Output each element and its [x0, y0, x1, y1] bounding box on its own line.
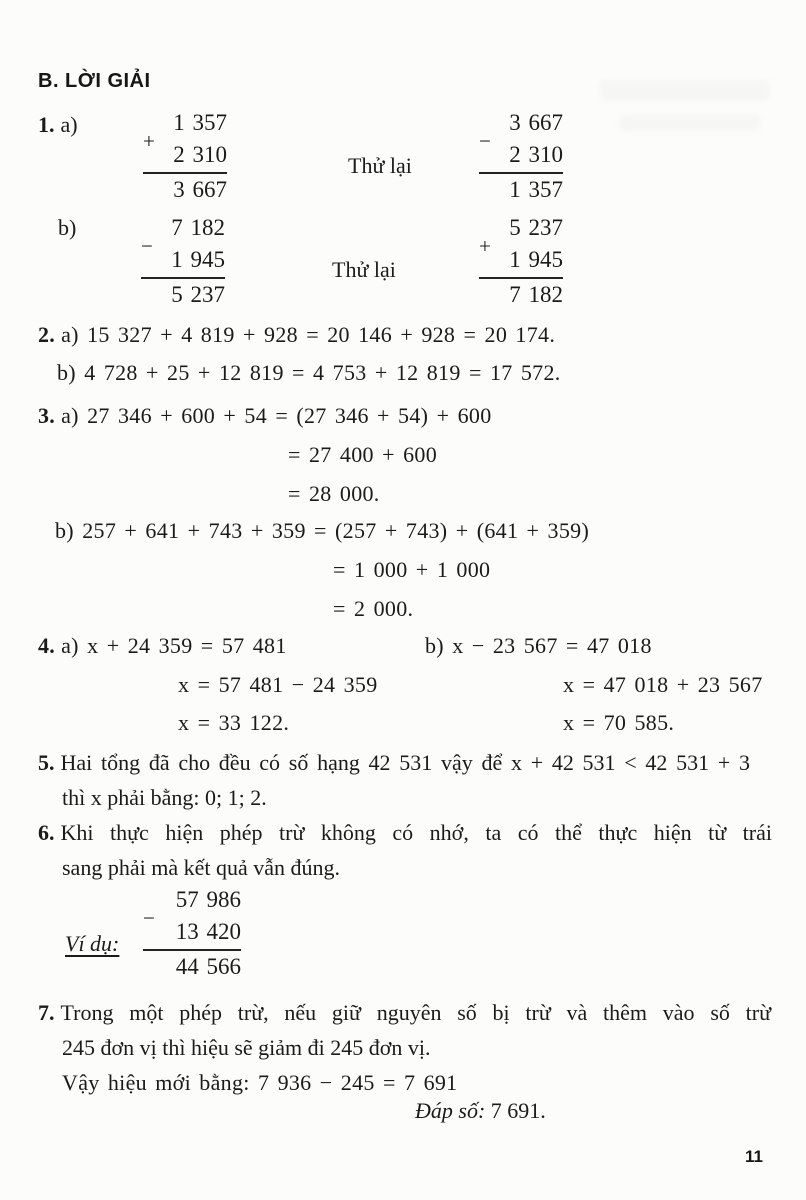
minus-operator: −: [141, 234, 153, 258]
minus-operator: −: [479, 129, 491, 153]
example-label: Ví dụ:: [65, 931, 120, 956]
operand-bottom: 1 945: [171, 247, 225, 272]
problem-4-line-a1: [38, 633, 287, 659]
equation-text: a) x + 24 359 = 57 481: [61, 633, 287, 658]
problem-4-line-a2: x = 57 481 − 24 359: [178, 672, 378, 697]
problem-4-line-b3: x = 70 585.: [563, 710, 675, 735]
problem-2-number: 2.: [38, 322, 56, 347]
operand-top: 7 182: [171, 215, 225, 240]
problem-3-line-a1: [38, 403, 492, 429]
operand-bottom: 13 420: [175, 919, 241, 944]
operand-top: 5 237: [509, 215, 563, 240]
problem-6-line-2: sang phải mà kết quả vẫn đúng.: [62, 855, 340, 880]
problem-5-line-2: thì x phải bằng: 0; 1; 2.: [62, 785, 267, 810]
prose-text: Khi thực hiện phép trừ không có nhớ, ta có thể thực hiện từ trái: [60, 820, 772, 845]
plus-operator: +: [479, 234, 491, 258]
problem-6-number: 6.: [38, 820, 55, 845]
page-number: 11: [745, 1147, 763, 1166]
problem-3-line-b2: = 1 000 + 1 000: [333, 557, 491, 582]
answer-line: [415, 1098, 546, 1124]
answer-value: 7 691.: [490, 1098, 546, 1123]
problem-7-number: 7.: [38, 1000, 55, 1025]
problem-4-number: 4.: [38, 633, 56, 658]
column-sum-1b-work: [141, 212, 225, 311]
answer-label: Đáp số:: [415, 1098, 486, 1123]
plus-operator: +: [143, 129, 155, 153]
check-label-1b: Thử lại: [332, 257, 396, 282]
problem-1-number: 1.: [38, 112, 55, 137]
problem-3-line-a3: = 28 000.: [288, 481, 380, 506]
operand-bottom: 2 310: [173, 142, 227, 167]
problem-3-line-b3: = 2 000.: [333, 596, 414, 621]
result-value: 3 667: [173, 177, 227, 202]
column-sum-1a-check: [479, 107, 563, 206]
column-sum-1b-check: [479, 212, 563, 311]
prose-text: Trong một phép trừ, nếu giữ nguyên số bị trừ và thêm vào số trừ: [60, 1000, 771, 1025]
problem-4-line-b1: b) x − 23 567 = 47 018: [425, 633, 652, 658]
column-sum-1a-work: [143, 107, 227, 206]
problem-4-line-b2: x = 47 018 + 23 567: [563, 672, 763, 697]
problem-7-line-3: Vậy hiệu mới bằng: 7 936 − 245 = 7 691: [62, 1070, 458, 1095]
problem-3-line-a2: = 27 400 + 600: [288, 442, 438, 467]
part-a-label: a): [60, 112, 78, 137]
minus-operator: −: [143, 906, 155, 930]
prose-text: Hai tổng đã cho đều có số hạng 42 531 vậy để x + 42 531 < 42 531 + 3: [60, 750, 750, 775]
problem-2-line-b: b) 4 728 + 25 + 12 819 = 4 753 + 12 819 = 17 572.: [57, 360, 561, 385]
operand-bottom: 1 945: [509, 247, 563, 272]
problem-7-line-1: [38, 1000, 771, 1026]
section-header: B. LỜI GIẢI: [38, 70, 151, 92]
problem-7-line-2: 245 đơn vị thì hiệu sẽ giảm đi 245 đơn vị.: [62, 1035, 431, 1060]
operand-top: 3 667: [509, 110, 563, 135]
problem-1-label: [38, 112, 78, 138]
operand-top: 57 986: [175, 887, 241, 912]
problem-5-number: 5.: [38, 750, 55, 775]
check-label-1a: Thử lại: [348, 153, 412, 178]
operand-top: 1 357: [173, 110, 227, 135]
result-value: 7 182: [509, 282, 563, 307]
scan-bleed-artifact: [600, 80, 770, 100]
problem-2-line-a: [38, 322, 555, 348]
problem-3-number: 3.: [38, 403, 56, 428]
part-b-label: b): [58, 215, 77, 240]
operand-bottom: 2 310: [509, 142, 563, 167]
equation-text: a) 27 346 + 600 + 54 = (27 346 + 54) + 600: [61, 403, 492, 428]
column-sum-example: [143, 884, 241, 983]
problem-3-line-b1: b) 257 + 641 + 743 + 359 = (257 + 743) + (641 + 359): [55, 518, 590, 543]
scan-bleed-artifact: [620, 115, 760, 131]
result-value: 1 357: [509, 177, 563, 202]
problem-6-line-1: [38, 820, 772, 846]
problem-4-line-a3: x = 33 122.: [178, 710, 290, 735]
result-value: 44 566: [175, 954, 241, 979]
problem-5-line-1: [38, 750, 750, 776]
equation-text: a) 15 327 + 4 819 + 928 = 20 146 + 928 = 20 174.: [61, 322, 556, 347]
result-value: 5 237: [171, 282, 225, 307]
